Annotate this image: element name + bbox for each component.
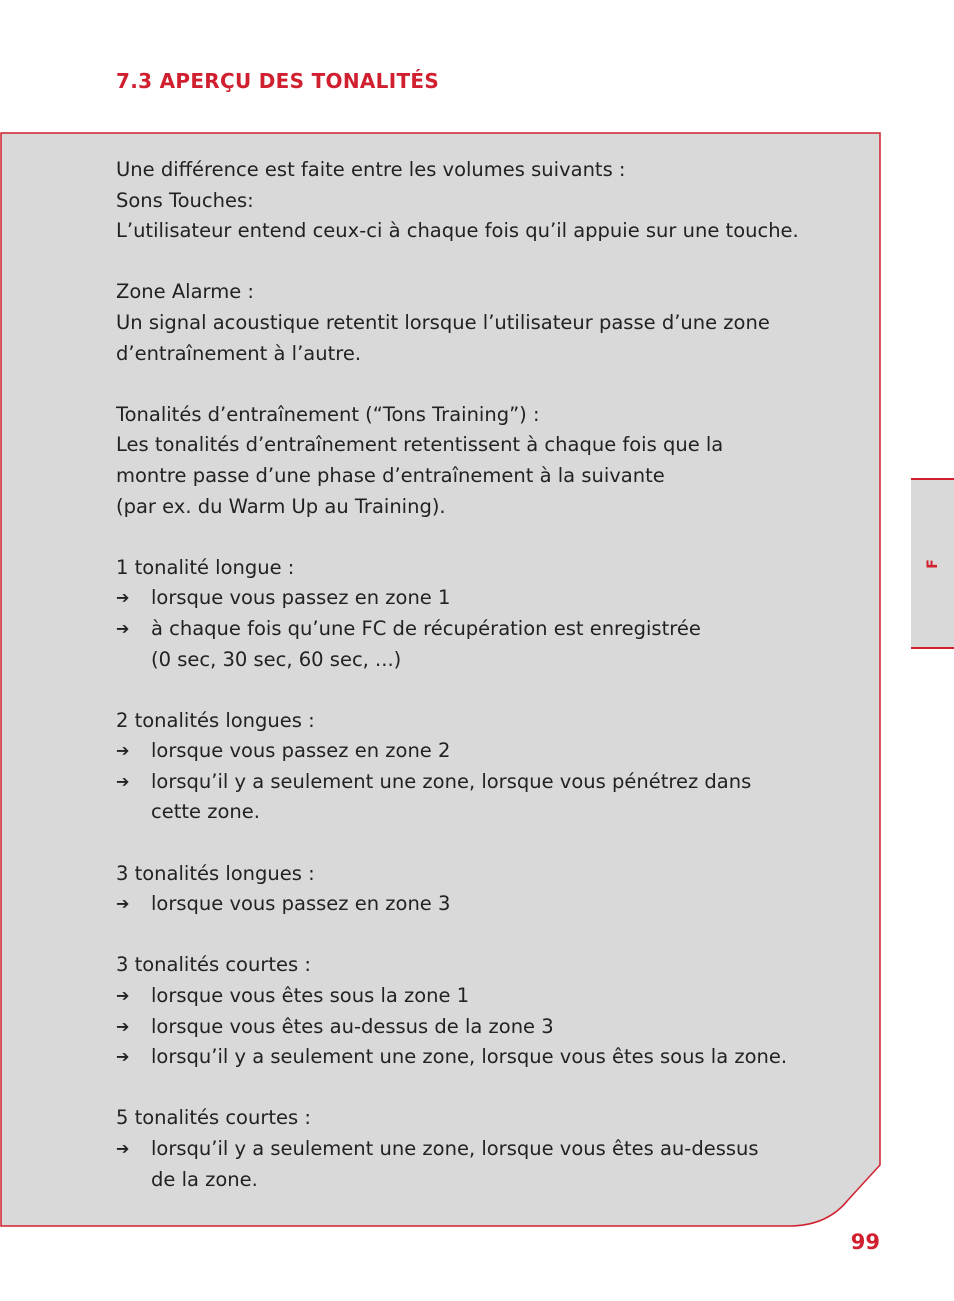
list-item: ➔ lorsqu’il y a seulement une zone, lorsque vous êtes au-dessus de la zone. <box>116 1134 861 1195</box>
training-tones-line: Les tonalités d’entraînement retentissent à chaque fois que la <box>116 433 724 457</box>
arrow-right-icon: ➔ <box>116 1016 130 1036</box>
content-body <box>116 155 861 1195</box>
training-tones-line: (par ex. du Warm Up au Training). <box>116 494 446 518</box>
arrow-right-icon: ➔ <box>116 1139 130 1158</box>
intro-line: Une différence est faite entre les volumes suivants : <box>116 158 626 181</box>
intro-line: Sons Touches: <box>116 188 254 212</box>
five-short-title: 5 tonalités courtes : <box>116 1106 311 1130</box>
language-tab <box>911 478 954 649</box>
list-item: ➔ lorsque vous êtes sous la zone 1 <box>116 981 861 1012</box>
section-heading: 7.3 APERÇU DES TONALITÉS <box>116 69 440 93</box>
zone-alarm-title: Zone Alarme : <box>116 280 254 304</box>
list-item: ➔ à chaque fois qu’une FC de récupération est enregistrée (0 sec, 30 sec, 60 sec, ...) <box>116 614 861 675</box>
three-short-title: 3 tonalités courtes : <box>116 953 311 977</box>
list-item: ➔ lorsque vous passez en zone 2 <box>116 736 861 767</box>
intro-line: L’utilisateur entend ceux-ci à chaque fois qu’il appuie sur une touche. <box>116 219 799 243</box>
page-number: 99 <box>850 1230 880 1254</box>
arrow-right-icon: ➔ <box>116 618 130 638</box>
zone-alarm-line: Un signal acoustique retentit lorsque l’utilisateur passe d’une zone <box>116 310 770 334</box>
zone-alarm-line: d’entraînement à l’autre. <box>116 341 362 365</box>
arrow-right-icon: ➔ <box>116 741 130 761</box>
list-item: ➔ lorsque vous êtes au-dessus de la zone 3 <box>116 1012 861 1043</box>
arrow-right-icon: ➔ <box>116 588 130 608</box>
training-tones-line: montre passe d’une phase d’entraînement à la suivante <box>116 463 665 487</box>
language-tab-letter: F <box>924 558 941 569</box>
list-item: ➔ lorsque vous passez en zone 3 <box>116 889 861 920</box>
three-long-title: 3 tonalités longues : <box>116 861 315 885</box>
list-item: ➔ lorsque vous passez en zone 1 <box>116 583 861 614</box>
arrow-right-icon: ➔ <box>116 771 130 791</box>
two-long-title: 2 tonalités longues : <box>116 708 315 732</box>
arrow-right-icon: ➔ <box>116 894 130 914</box>
training-tones-title: Tonalités d’entraînement (“Tons Training”) : <box>116 402 540 426</box>
arrow-right-icon: ➔ <box>116 1047 130 1067</box>
list-item: ➔ lorsqu’il y a seulement une zone, lorsque vous êtes sous la zone. <box>116 1042 861 1073</box>
arrow-right-icon: ➔ <box>116 986 130 1006</box>
list-item: ➔ lorsqu’il y a seulement une zone, lorsque vous pénétrez dans cette zone. <box>116 767 861 828</box>
one-long-title: 1 tonalité longue : <box>116 555 295 579</box>
